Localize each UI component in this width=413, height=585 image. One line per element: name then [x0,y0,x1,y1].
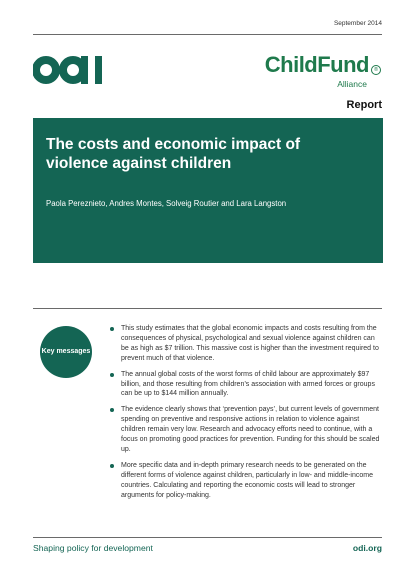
middle-divider [33,308,382,309]
odi-logo [33,55,113,85]
report-title: The costs and economic impact of violence against children [46,136,301,172]
key-message-text: This study estimates that the global economic impacts and costs resulting from the consequences of physical, psychological and sexual violence against children can be as high as $7 trillion. This massive cost is higher than the investment required to prevent much of that violence. [121,325,379,362]
childfund-alliance-text: Alliance [337,79,367,89]
list-item [110,370,382,400]
list-item [110,461,382,501]
key-message-text: The evidence clearly shows that ‘prevention pays’, but current levels of government spending on preventive and responsive actions in relation to violence against children remain very low. Research and advocacy efforts need to continue, with a focus on promoting good practices for prevention. Funding for this should be scaled up. [121,406,380,453]
key-messages-list [110,324,382,507]
bullet-icon [110,327,114,331]
footer-tagline: Shaping policy for development [33,543,153,553]
bullet-icon [110,464,114,468]
list-item [110,324,382,364]
title-banner [33,118,383,263]
childfund-alliance-logo [251,52,383,92]
bullet-icon [110,373,114,377]
document-type-label: Report [346,99,382,111]
top-divider [33,34,382,35]
bullet-icon [110,408,114,412]
key-message-text: The annual global costs of the worst forms of child labour are approximately $97 billion, and those resulting from children’s association with armed forces or groups can be up to $144 million annually. [121,370,375,398]
footer-divider [33,537,382,538]
publication-date: September 2014 [333,20,382,27]
registered-mark: ® [371,65,381,75]
footer-website-link[interactable]: odi.org [352,543,382,553]
key-message-text: More specific data and in-depth primary research needs to be generated on the different forms of violence against children, particularly in low- and middle-income countries. Calculating and reporting the economic costs will lead to stronger arguments for policy-making. [121,461,373,499]
key-messages-badge: Key messages [40,326,92,378]
list-item [110,405,382,455]
childfund-wordmark: ChildFund [264,52,369,77]
report-authors: Paola Pereznieto, Andres Montes, Solveig Routier and Lara Langston [46,199,287,208]
